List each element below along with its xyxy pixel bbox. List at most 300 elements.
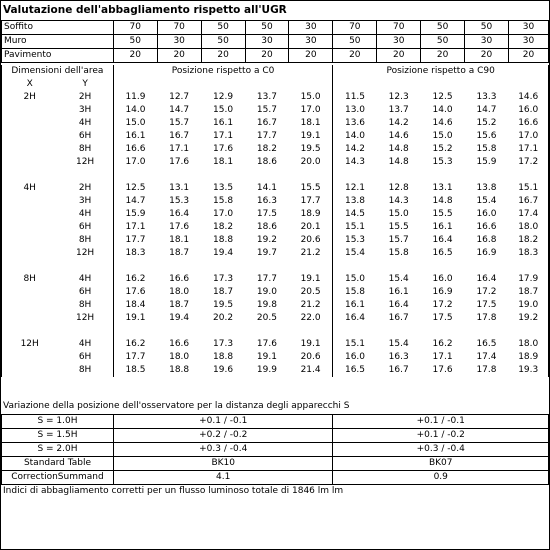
ugr-c90-value: 18.3: [508, 247, 548, 260]
ugr-c90-value: 13.8: [476, 183, 497, 193]
area-y-cell: 4H: [57, 273, 113, 286]
area-x-cell: 2H: [2, 91, 58, 104]
area-y-cell: 2H: [57, 91, 113, 104]
ugr-c90-value: 14.3: [344, 157, 366, 167]
ugr-c0-value: 19.8: [256, 300, 277, 310]
ugr-c90-value: 13.1: [432, 183, 453, 193]
reflectance-value: 30: [508, 21, 548, 35]
ugr-c0-value: 18.1: [213, 157, 234, 167]
ugr-row: [2, 117, 549, 130]
ugr-c90-value: 14.8: [432, 196, 453, 206]
ugr-c90-value: 13.7: [388, 105, 409, 115]
variation-row: [2, 415, 549, 429]
ugr-c90-value: 13.6: [344, 118, 366, 128]
variation-c0: +0.3 / -0.4: [113, 443, 333, 457]
ugr-c0-value: 21.4: [289, 364, 333, 377]
reflectance-row: [2, 21, 549, 35]
ugr-c0-value: 19.5: [213, 300, 234, 310]
ugr-c0-value: 14.7: [125, 196, 146, 206]
ugr-c0-value: 17.7: [256, 131, 277, 141]
ugr-c0-value: 20.6: [289, 351, 333, 364]
ugr-c0-value: 11.9: [125, 92, 146, 102]
ugr-c90-value: 16.3: [388, 352, 409, 362]
ugr-c90-value: 16.1: [432, 222, 453, 232]
ugr-c90-value: 17.9: [508, 273, 548, 286]
ugr-row: [2, 91, 549, 104]
ugr-values-table: [1, 65, 549, 377]
ugr-row: [2, 195, 549, 208]
blank-cell: [289, 260, 333, 273]
blank-cell: [245, 169, 289, 182]
area-y-cell: 12H: [57, 247, 113, 260]
variation-table: [1, 414, 549, 485]
reflectance-value: 30: [508, 35, 548, 49]
area-dimensions-label: Dimensioni dell'area: [2, 65, 114, 78]
ugr-c0-value: 17.6: [169, 157, 190, 167]
reflectance-value: 30: [465, 35, 509, 49]
ugr-c0-value: 21.2: [289, 299, 333, 312]
ugr-c0-value: 19.1: [256, 352, 277, 362]
ugr-c90-value: 15.1: [508, 182, 548, 195]
ugr-c90-value: 15.1: [344, 339, 366, 349]
reflectance-row: [2, 49, 549, 63]
ugr-c90-value: 16.9: [432, 287, 453, 297]
blank-cell: [421, 260, 465, 273]
ugr-c90-value: 15.7: [388, 235, 409, 245]
reflectance-value: 20: [465, 49, 509, 63]
ugr-c0-value: 16.2: [125, 339, 146, 349]
reflectance-value: 50: [201, 35, 245, 49]
area-x-cell: [2, 299, 58, 312]
ugr-c0-value: 18.2: [256, 144, 277, 154]
reflectance-value: 20: [201, 49, 245, 63]
area-x-cell: [2, 247, 58, 260]
ugr-c0-value: 18.7: [169, 248, 190, 258]
ugr-c90-value: 15.8: [388, 248, 409, 258]
area-x-cell: [2, 156, 58, 169]
correction-row-c90: 0.9: [333, 471, 549, 485]
ugr-row: [2, 273, 549, 286]
footnote: Indici di abbagliamento corretti per un flusso luminoso totale di 1846 lm lm: [3, 486, 344, 496]
ugr-c0-value: 18.8: [213, 235, 234, 245]
ugr-c0-value: 15.7: [169, 118, 190, 128]
ugr-c90-value: 19.0: [508, 299, 548, 312]
area-x-cell: [2, 234, 58, 247]
reflectance-value: 30: [377, 35, 421, 49]
ugr-c90-value: 14.6: [432, 118, 453, 128]
reflectance-value: 70: [157, 21, 201, 35]
variation-c0: +0.1 / -0.1: [113, 415, 333, 429]
ugr-c0-value: 17.1: [169, 144, 190, 154]
blank-cell: [465, 169, 509, 182]
area-y-cell: 12H: [57, 312, 113, 325]
standard-table-row-c0: BK10: [113, 457, 333, 471]
area-y-cell: 8H: [57, 364, 113, 377]
ugr-c90-value: 15.4: [344, 248, 366, 258]
ugr-c90-value: 16.8: [476, 235, 497, 245]
reflectance-table: [1, 20, 549, 63]
blank-cell: [245, 260, 289, 273]
ugr-c0-value: 13.7: [256, 92, 277, 102]
ugr-row: [2, 351, 549, 364]
ugr-c90-value: 16.9: [476, 248, 497, 258]
blank-cell: [333, 260, 377, 273]
ugr-c90-value: 18.0: [508, 221, 548, 234]
ugr-c90-value: 17.6: [432, 365, 453, 375]
spacer-row: [2, 325, 549, 338]
ugr-c90-value: 15.5: [388, 222, 409, 232]
ugr-c0-value: 18.1: [289, 117, 333, 130]
ugr-c90-value: 16.4: [388, 300, 409, 310]
ugr-c90-value: 17.1: [508, 143, 548, 156]
ugr-c0-value: 22.0: [289, 312, 333, 325]
ugr-c0-value: 14.0: [125, 105, 146, 115]
reflectance-value: 20: [245, 49, 289, 63]
ugr-c0-value: 15.0: [125, 118, 146, 128]
ugr-c90-value: 15.2: [476, 118, 497, 128]
reflectance-value: 70: [377, 21, 421, 35]
ugr-c90-value: 18.9: [508, 351, 548, 364]
ugr-c0-value: 16.6: [169, 274, 190, 284]
ugr-c90-value: 17.2: [476, 287, 497, 297]
ugr-c90-value: 12.5: [432, 92, 453, 102]
reflectance-value: 30: [157, 35, 201, 49]
ugr-c0-value: 17.6: [213, 144, 234, 154]
ugr-c0-value: 19.2: [256, 235, 277, 245]
blank-cell: [245, 325, 289, 338]
reflectance-value: 50: [201, 21, 245, 35]
ugr-c90-value: 17.4: [476, 352, 497, 362]
correction-row-label: CorrectionSummand: [2, 471, 114, 485]
ugr-c90-value: 15.3: [432, 157, 453, 167]
variation-c90: +0.1 / -0.2: [333, 429, 549, 443]
ugr-c90-value: 15.0: [432, 131, 453, 141]
blank-cell: [333, 325, 377, 338]
ugr-c0-value: 19.6: [213, 365, 234, 375]
ugr-c0-value: 17.6: [169, 222, 190, 232]
blank-cell: [421, 325, 465, 338]
area-y-cell: 4H: [57, 338, 113, 351]
ugr-c0-value: 17.0: [213, 209, 234, 219]
blank-cell: [508, 325, 548, 338]
ugr-c0-value: 12.9: [213, 92, 234, 102]
ugr-c90-value: 15.3: [344, 235, 366, 245]
blank-cell: [157, 325, 201, 338]
blank-cell: [201, 325, 245, 338]
ugr-c90-value: 12.3: [388, 92, 409, 102]
ugr-c90-value: 17.0: [508, 130, 548, 143]
ugr-c90-value: 12.8: [388, 183, 409, 193]
ugr-c90-value: 18.2: [508, 234, 548, 247]
ugr-c90-value: 16.0: [476, 209, 497, 219]
ugr-c90-value: 16.7: [388, 313, 409, 323]
area-x-cell: [2, 195, 58, 208]
ugr-c90-value: 13.8: [344, 196, 366, 206]
ugr-row: [2, 221, 549, 234]
area-y-cell: 6H: [57, 221, 113, 234]
ugr-c0-value: 16.1: [125, 131, 146, 141]
ugr-c90-value: 16.4: [476, 274, 497, 284]
y-label: Y: [57, 78, 113, 91]
ugr-c0-value: 18.5: [125, 365, 146, 375]
ugr-c90-value: 14.5: [344, 209, 366, 219]
variation-row: [2, 429, 549, 443]
ugr-row: [2, 182, 549, 195]
ugr-c0-value: 17.3: [213, 274, 234, 284]
ugr-c0-value: 17.0: [289, 104, 333, 117]
blank-cell: [2, 325, 58, 338]
ugr-row: [2, 130, 549, 143]
spacer-row: [2, 260, 549, 273]
reflectance-value: 30: [289, 35, 333, 49]
ugr-row: [2, 299, 549, 312]
blank-cell: [157, 260, 201, 273]
ugr-c0-value: 20.2: [213, 313, 234, 323]
ugr-c0-value: 17.7: [289, 195, 333, 208]
reflectance-label: Soffito: [2, 21, 114, 35]
ugr-c0-value: 20.6: [289, 234, 333, 247]
ugr-c0-value: 18.1: [169, 235, 190, 245]
reflectance-value: 50: [113, 35, 157, 49]
ugr-c90-value: 19.3: [508, 364, 548, 377]
ugr-c90-value: 17.5: [476, 300, 497, 310]
blank-cell: [201, 260, 245, 273]
ugr-c0-value: 19.0: [256, 287, 277, 297]
ugr-c0-value: 17.5: [256, 209, 277, 219]
ugr-c0-value: 17.7: [125, 352, 146, 362]
ugr-c90-value: 13.0: [344, 105, 366, 115]
ugr-c0-value: 17.3: [213, 339, 234, 349]
ugr-c90-value: 15.4: [388, 339, 409, 349]
area-x-cell: [2, 130, 58, 143]
ugr-c90-value: 18.0: [508, 338, 548, 351]
blank-cell: [2, 260, 58, 273]
ugr-c0-value: 14.7: [169, 105, 190, 115]
ugr-c90-value: 13.3: [476, 92, 497, 102]
area-y-cell: 3H: [57, 104, 113, 117]
ugr-c0-value: 18.8: [213, 352, 234, 362]
ugr-c90-value: 16.7: [508, 195, 548, 208]
ugr-c0-value: 15.8: [213, 196, 234, 206]
standard-table-row: [2, 457, 549, 471]
ugr-c90-value: 17.8: [476, 365, 497, 375]
reflectance-value: 70: [113, 21, 157, 35]
reflectance-value: 50: [421, 21, 465, 35]
ugr-c0-value: 16.4: [169, 209, 190, 219]
ugr-row: [2, 247, 549, 260]
blank-cell: [465, 260, 509, 273]
area-y-cell: 8H: [57, 299, 113, 312]
blank-cell: [289, 169, 333, 182]
area-y-cell: 3H: [57, 195, 113, 208]
ugr-c90-value: 17.8: [476, 313, 497, 323]
ugr-c90-value: 18.7: [508, 286, 548, 299]
ugr-c90-value: 15.6: [476, 131, 497, 141]
ugr-c0-value: 20.5: [256, 313, 277, 323]
ugr-c0-value: 18.0: [169, 287, 190, 297]
blank-cell: [57, 260, 113, 273]
area-x-cell: [2, 364, 58, 377]
blank-cell: [201, 169, 245, 182]
ugr-c0-value: 18.4: [125, 300, 146, 310]
ugr-c90-value: 14.3: [388, 196, 409, 206]
reflectance-value: 20: [333, 49, 377, 63]
ugr-c0-value: 17.7: [125, 235, 146, 245]
ugr-c0-value: 16.3: [256, 196, 277, 206]
ugr-c90-value: 15.9: [476, 157, 497, 167]
area-y-cell: 2H: [57, 182, 113, 195]
ugr-c0-value: 15.9: [125, 209, 146, 219]
area-y-cell: 6H: [57, 351, 113, 364]
ugr-c0-value: 20.0: [289, 156, 333, 169]
ugr-c0-value: 17.6: [256, 339, 277, 349]
ugr-c0-value: 19.1: [289, 130, 333, 143]
ugr-c0-value: 16.1: [213, 118, 234, 128]
ugr-c90-value: 15.0: [344, 274, 366, 284]
reflectance-label: Pavimento: [2, 49, 114, 63]
ugr-c90-value: 15.1: [344, 222, 366, 232]
blank-cell: [289, 325, 333, 338]
standard-table-row-label: Standard Table: [2, 457, 114, 471]
ugr-c90-value: 12.1: [344, 183, 366, 193]
ugr-c90-value: 14.6: [508, 91, 548, 104]
ugr-c90-value: 15.4: [476, 196, 497, 206]
correction-row-c0: 4.1: [113, 471, 333, 485]
area-y-cell: 8H: [57, 143, 113, 156]
ugr-c90-value: 15.5: [432, 209, 453, 219]
ugr-c0-value: 17.0: [125, 157, 146, 167]
blank-cell: [508, 260, 548, 273]
ugr-c90-value: 16.1: [388, 287, 409, 297]
ugr-row: [2, 104, 549, 117]
ugr-c90-value: 15.4: [388, 274, 409, 284]
ugr-c0-value: 15.7: [256, 105, 277, 115]
ugr-c90-value: 16.5: [432, 248, 453, 258]
blank-cell: [377, 169, 421, 182]
ugr-c90-value: 14.6: [388, 131, 409, 141]
ugr-c0-value: 20.5: [289, 286, 333, 299]
ugr-c0-value: 19.9: [256, 365, 277, 375]
area-x-cell: [2, 208, 58, 221]
ugr-c90-value: 16.4: [344, 313, 366, 323]
variation-title: Variazione della posizione dell'osservatore per la distanza degli apparecchi S: [3, 401, 350, 411]
ugr-c90-value: 16.1: [344, 300, 366, 310]
blank-cell: [57, 325, 113, 338]
ugr-c90-value: 16.6: [476, 222, 497, 232]
ugr-c90-value: 17.2: [432, 300, 453, 310]
ugr-c0-value: 17.7: [256, 274, 277, 284]
ugr-c0-value: 18.2: [213, 222, 234, 232]
ugr-c0-value: 18.3: [125, 248, 146, 258]
ugr-c0-value: 12.7: [169, 92, 190, 102]
area-x-cell: 4H: [2, 182, 58, 195]
ugr-c90-value: 14.8: [388, 144, 409, 154]
blank-cell: [2, 169, 58, 182]
ugr-c0-value: 15.0: [289, 91, 333, 104]
ugr-c0-value: 17.6: [125, 287, 146, 297]
ugr-c0-value: 16.6: [125, 144, 146, 154]
ugr-c0-value: 19.1: [289, 273, 333, 286]
variation-label: S = 1.0H: [2, 415, 114, 429]
ugr-c0-value: 15.0: [213, 105, 234, 115]
ugr-c90-value: 17.4: [508, 208, 548, 221]
blank-cell: [377, 325, 421, 338]
variation-row: [2, 443, 549, 457]
ugr-c90-value: 14.7: [476, 105, 497, 115]
ugr-c0-value: 14.1: [256, 183, 277, 193]
area-x-cell: [2, 143, 58, 156]
reflectance-value: 20: [421, 49, 465, 63]
ugr-c0-value: 15.3: [169, 196, 190, 206]
blank-cell: [157, 169, 201, 182]
ugr-c0-value: 16.7: [256, 118, 277, 128]
ugr-row: [2, 234, 549, 247]
variation-label: S = 2.0H: [2, 443, 114, 457]
area-x-cell: [2, 221, 58, 234]
variation-c90: +0.3 / -0.4: [333, 443, 549, 457]
ugr-c0-value: 18.7: [213, 287, 234, 297]
reflectance-value: 50: [421, 35, 465, 49]
ugr-c90-value: 14.2: [344, 144, 366, 154]
ugr-row: [2, 208, 549, 221]
reflectance-value: 30: [289, 21, 333, 35]
ugr-c0-value: 20.1: [289, 221, 333, 234]
area-y-cell: 6H: [57, 286, 113, 299]
area-y-cell: 12H: [57, 156, 113, 169]
ugr-row: [2, 143, 549, 156]
ugr-c0-value: 18.7: [169, 300, 190, 310]
ugr-row: [2, 312, 549, 325]
ugr-c90-value: 16.4: [432, 235, 453, 245]
blank-cell: [113, 325, 157, 338]
ugr-c90-value: 16.0: [508, 104, 548, 117]
ugr-c90-value: 16.6: [508, 117, 548, 130]
ugr-c0-value: 15.5: [289, 182, 333, 195]
ugr-c0-value: 18.0: [169, 352, 190, 362]
ugr-c0-value: 16.7: [169, 131, 190, 141]
blank-cell: [333, 169, 377, 182]
area-x-cell: 12H: [2, 338, 58, 351]
reflectance-value: 50: [245, 21, 289, 35]
area-x-cell: [2, 117, 58, 130]
reflectance-value: 30: [245, 35, 289, 49]
ugr-c90-value: 17.5: [432, 313, 453, 323]
ugr-c90-value: 14.0: [432, 105, 453, 115]
area-x-cell: [2, 286, 58, 299]
blank-cell: [113, 260, 157, 273]
reflectance-value: 70: [333, 21, 377, 35]
ugr-c0-value: 18.9: [289, 208, 333, 221]
area-x-cell: [2, 104, 58, 117]
ugr-row: [2, 338, 549, 351]
ugr-c90-value: 15.0: [388, 209, 409, 219]
correction-row: [2, 471, 549, 485]
ugr-c0-value: 21.2: [289, 247, 333, 260]
ugr-c90-value: 15.8: [476, 144, 497, 154]
ugr-c90-value: 16.0: [432, 274, 453, 284]
reflectance-value: 50: [333, 35, 377, 49]
ugr-c0-value: 19.5: [289, 143, 333, 156]
reflectance-value: 20: [157, 49, 201, 63]
area-y-cell: 4H: [57, 117, 113, 130]
ugr-c0-value: 19.1: [289, 338, 333, 351]
ugr-c0-value: 18.6: [256, 222, 277, 232]
ugr-c90-value: 16.5: [476, 339, 497, 349]
x-label: X: [2, 78, 58, 91]
area-x-cell: [2, 351, 58, 364]
c0-header: Posizione rispetto a C0: [113, 65, 333, 78]
ugr-c90-value: 11.5: [344, 92, 366, 102]
